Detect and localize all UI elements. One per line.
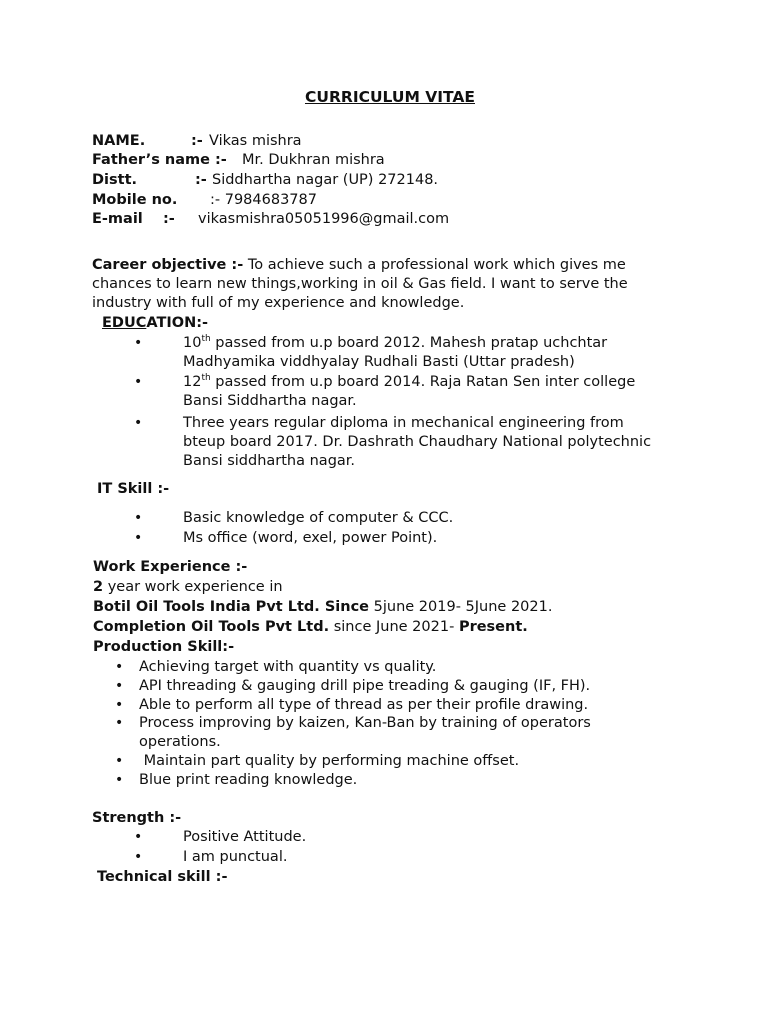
name-label: NAME. bbox=[92, 133, 146, 149]
production-skill-item: Achieving target with quantity vs quality. bbox=[139, 659, 437, 675]
district-separator: :- bbox=[195, 172, 207, 188]
it-skill-item: Basic knowledge of computer & CCC. bbox=[183, 510, 454, 526]
email-separator: :- bbox=[163, 211, 175, 227]
technical-skill-heading: Technical skill :- bbox=[97, 869, 228, 885]
work-years: 2 year work experience in bbox=[93, 579, 283, 595]
page-title: CURRICULUM VITAE bbox=[304, 88, 475, 106]
education-item-1-line-2: Madhyamika viddhyalay Rudhali Basti (Uttar pradesh) bbox=[183, 354, 575, 370]
name-value: Vikas mishra bbox=[209, 133, 302, 149]
production-skill-item-continued: operations. bbox=[139, 734, 221, 750]
name-separator: :- bbox=[191, 133, 203, 149]
education-item-3-line-1: Three years regular diploma in mechanical engineering from bbox=[183, 415, 624, 431]
job-1: Botil Oil Tools India Pvt Ltd. Since 5june 2019- 5June 2021. bbox=[93, 599, 553, 615]
mobile-value: :- 7984683787 bbox=[210, 192, 317, 208]
bullet-icon: • bbox=[134, 530, 143, 546]
email-label: E-mail bbox=[92, 211, 143, 227]
district-value: Siddhartha nagar (UP) 272148. bbox=[212, 172, 439, 188]
bullet-icon: • bbox=[134, 415, 143, 431]
bullet-icon: • bbox=[134, 335, 143, 351]
career-line-3: industry with full of my experience and knowledge. bbox=[92, 295, 465, 311]
education-item-2-line-1: 12th passed from u.p board 2014. Raja Ratan Sen inter college bbox=[183, 373, 636, 390]
it-skill-item: Ms office (word, exel, power Point). bbox=[183, 530, 438, 546]
strength-item: I am punctual. bbox=[183, 849, 288, 865]
education-item-2-line-2: Bansi Siddhartha nagar. bbox=[183, 393, 357, 409]
father-name-value: Mr. Dukhran mishra bbox=[242, 152, 385, 168]
bullet-icon: • bbox=[134, 849, 143, 865]
bullet-icon: • bbox=[134, 829, 143, 845]
mobile-label: Mobile no. bbox=[92, 192, 178, 208]
it-skill-heading: IT Skill :- bbox=[97, 481, 170, 497]
bullet-icon: • bbox=[134, 510, 143, 526]
production-skill-item: API threading & gauging drill pipe treading & gauging (IF, FH). bbox=[139, 678, 591, 694]
father-name-label: Father’s name :- bbox=[92, 152, 227, 168]
education-item-3-line-2: bteup board 2017. Dr. Dashrath Chaudhary National polytechnic bbox=[183, 434, 652, 450]
bullet-icon: • bbox=[134, 374, 143, 390]
bullet-icon: • bbox=[115, 715, 124, 731]
bullet-icon: • bbox=[115, 753, 124, 769]
bullet-icon: • bbox=[115, 678, 124, 694]
production-skill-heading: Production Skill:- bbox=[93, 639, 235, 655]
career-line-2: chances to learn new things,working in oil & Gas field. I want to serve the bbox=[92, 276, 628, 292]
production-skill-item: Able to perform all type of thread as per their profile drawing. bbox=[139, 697, 589, 713]
bullet-icon: • bbox=[115, 697, 124, 713]
bullet-icon: • bbox=[115, 659, 124, 675]
education-heading: EDUCATION:- bbox=[102, 315, 209, 331]
job-2: Completion Oil Tools Pvt Ltd. since June 2021- Present. bbox=[93, 619, 528, 635]
bullet-icon: • bbox=[115, 772, 124, 788]
production-skill-item: Blue print reading knowledge. bbox=[139, 772, 358, 788]
production-skill-item: Maintain part quality by performing machine offset. bbox=[139, 753, 520, 769]
district-label: Distt. bbox=[92, 172, 138, 188]
education-item-3-line-3: Bansi siddhartha nagar. bbox=[183, 453, 356, 469]
work-experience-heading: Work Experience :- bbox=[93, 559, 248, 575]
career-line-1: Career objective :- To achieve such a professional work which gives me bbox=[92, 257, 626, 273]
education-item-1-line-1: 10th passed from u.p board 2012. Mahesh pratap uchchtar bbox=[183, 334, 608, 351]
career-label: Career objective :- bbox=[92, 257, 244, 273]
email-value: vikasmishra05051996@gmail.com bbox=[198, 211, 450, 227]
production-skill-item: Process improving by kaizen, Kan-Ban by training of operators bbox=[139, 715, 591, 731]
strength-item: Positive Attitude. bbox=[183, 829, 307, 845]
strength-heading: Strength :- bbox=[92, 810, 182, 826]
